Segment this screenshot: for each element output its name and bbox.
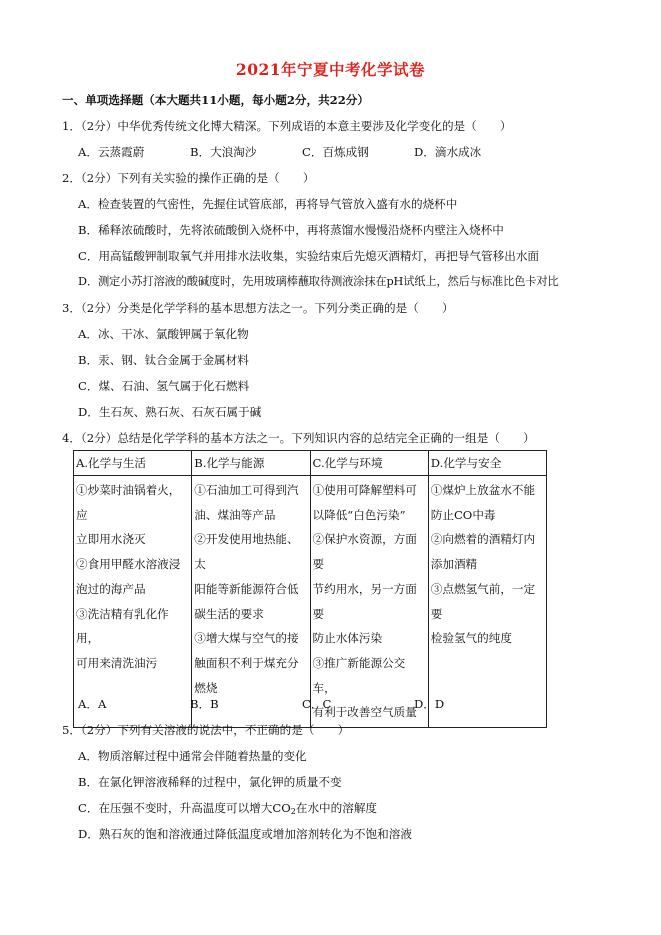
cell-line: 碳生活的要求: [194, 606, 264, 621]
cell-line: 防止CO中毒: [430, 507, 496, 522]
q4-option-d[interactable]: D．D: [414, 697, 445, 711]
q3-option-c[interactable]: C．煤、石油、氢气属于化石燃料: [78, 379, 250, 393]
cell-line: 泡过的海产品: [76, 581, 146, 596]
q2-option-a[interactable]: A．检查装置的气密性，先握住试管底部，再将导气管放入盛有水的烧杯中: [78, 197, 458, 211]
q2-option-b[interactable]: B．稀释浓硫酸时，先将浓硫酸倒入烧杯中，再将蒸馏水慢慢沿烧杯内壁注入烧杯中: [78, 223, 504, 237]
cell-line: ③增大煤与空气的接: [194, 631, 299, 646]
table-cell-d: [428, 476, 546, 728]
cell-line: ②开发使用地热能、太: [194, 532, 299, 572]
cell-line: ②向燃着的酒精灯内: [430, 532, 536, 547]
q1-option-c[interactable]: C．百炼成钢: [302, 145, 369, 159]
q5-option-d[interactable]: D．熟石灰的饱和溶液通过降低温度或增加溶剂转化为不饱和溶液: [78, 827, 412, 841]
cell-line: ③点燃氢气前，一定要: [430, 581, 536, 621]
question-4-stem: 4．（2分）总结是化学学科的基本方法之一。下列知识内容的总结完全正确的一组是（ ）: [62, 431, 535, 445]
q4-option-b[interactable]: B．B: [190, 697, 219, 711]
q1-option-d[interactable]: D．滴水成冰: [414, 145, 482, 159]
cell-line: 检验氢气的纯度: [430, 631, 512, 646]
question-3-stem: 3．（2分）分类是化学学科的基本思想方法之一。下列分类正确的是（ ）: [62, 301, 454, 315]
co2-subscript: 2: [290, 807, 296, 816]
table-header-cell: A.化学与生活: [74, 451, 192, 476]
cell-line: ②保护水资源，方面要: [312, 532, 417, 572]
q4-option-c[interactable]: C．C: [302, 697, 332, 711]
cell-line: 立即用水浇灭: [76, 532, 146, 547]
cell-line: 触面积不利于煤充分: [194, 655, 299, 670]
section-heading: 一、单项选择题（本大题共11小题，每小题2分，共22分）: [62, 93, 369, 107]
question-5-stem: 5．（2分）下列有关溶液的说法中，不正确的是（ ）: [62, 723, 350, 737]
table-cell-a: [74, 476, 192, 728]
q1-option-b[interactable]: B．大浪淘沙: [190, 145, 257, 159]
q3-option-a[interactable]: A．冰、干冰、氯酸钾属于氧化物: [78, 327, 249, 341]
cell-line: ②食用甲醛水溶液浸: [76, 557, 181, 572]
q4-knowledge-table: [73, 450, 547, 728]
cell-line: 有利于改善空气质量: [312, 705, 417, 720]
cell-line: 燃烧: [194, 680, 218, 695]
exam-title: 2021年宁夏中考化学试卷: [235, 60, 426, 79]
cell-line: 可用来清洗油污: [76, 655, 158, 670]
table-header-cell: C.化学与环境: [310, 451, 428, 476]
cell-line: 阳能等新能源符合低: [194, 581, 299, 596]
q2-option-c[interactable]: C．用高锰酸钾制取氧气并用排水法收集，实验结束后先熄灭酒精灯，再把导气管移出水面: [78, 249, 540, 263]
cell-line: ③推广新能源公交车，: [312, 655, 406, 695]
table-body-row: [74, 476, 547, 728]
cell-line: ①使用可降解塑料可: [312, 483, 417, 497]
q4-option-a[interactable]: A．A: [78, 697, 107, 711]
table-header-cell: B.化学与能源: [192, 451, 310, 476]
table-cell-c: [310, 476, 428, 728]
cell-line: ①煤炉上放盆水不能: [430, 483, 536, 497]
q3-option-d[interactable]: D．生石灰、熟石灰、石灰石属于碱: [78, 405, 262, 419]
cell-line: ③洗洁精有乳化作用，: [76, 606, 169, 646]
q1-option-a[interactable]: A．云蒸霞蔚: [78, 145, 145, 159]
q5-option-c[interactable]: [78, 801, 377, 819]
q5-option-c-tail: 在水中的溶解度: [295, 801, 378, 815]
table-cell-b: [192, 476, 310, 728]
q2-option-d[interactable]: D．测定小苏打溶液的酸碱度时，先用玻璃棒蘸取待测液涂抹在pH试纸上，然后与标准比色卡对比: [78, 275, 559, 288]
cell-line: 节约用水，另一方面要: [312, 581, 417, 621]
q3-option-b[interactable]: B．汞、钢、钛合金属于金属材料: [78, 353, 249, 367]
q5-option-a[interactable]: A．物质溶解过程中通常会伴随着热量的变化: [78, 749, 307, 763]
cell-line: ①炒菜时油锅着火，应: [76, 483, 181, 522]
cell-line: 油、煤油等产品: [194, 507, 276, 522]
q5-option-b[interactable]: B．在氯化钾溶液稀释的过程中，氯化钾的质量不变: [78, 775, 342, 789]
cell-line: 添加酒精: [430, 557, 478, 572]
cell-line: 以降低“白色污染”: [312, 507, 406, 522]
cell-line: 防止水体污染: [312, 631, 383, 646]
table-header-row: [74, 451, 547, 476]
cell-line: ①石油加工可得到汽: [194, 483, 299, 497]
table-header-cell: D.化学与安全: [428, 451, 546, 476]
question-2-stem: 2．（2分）下列有关实验的操作正确的是（ ）: [62, 171, 315, 185]
q5-option-c-text: C．在压强不变时，升高温度可以增大CO: [78, 801, 291, 815]
question-1-stem: 1．（2分）中华优秀传统文化博大精深。下列成语的本意主要涉及化学变化的是（ ）: [62, 119, 512, 133]
